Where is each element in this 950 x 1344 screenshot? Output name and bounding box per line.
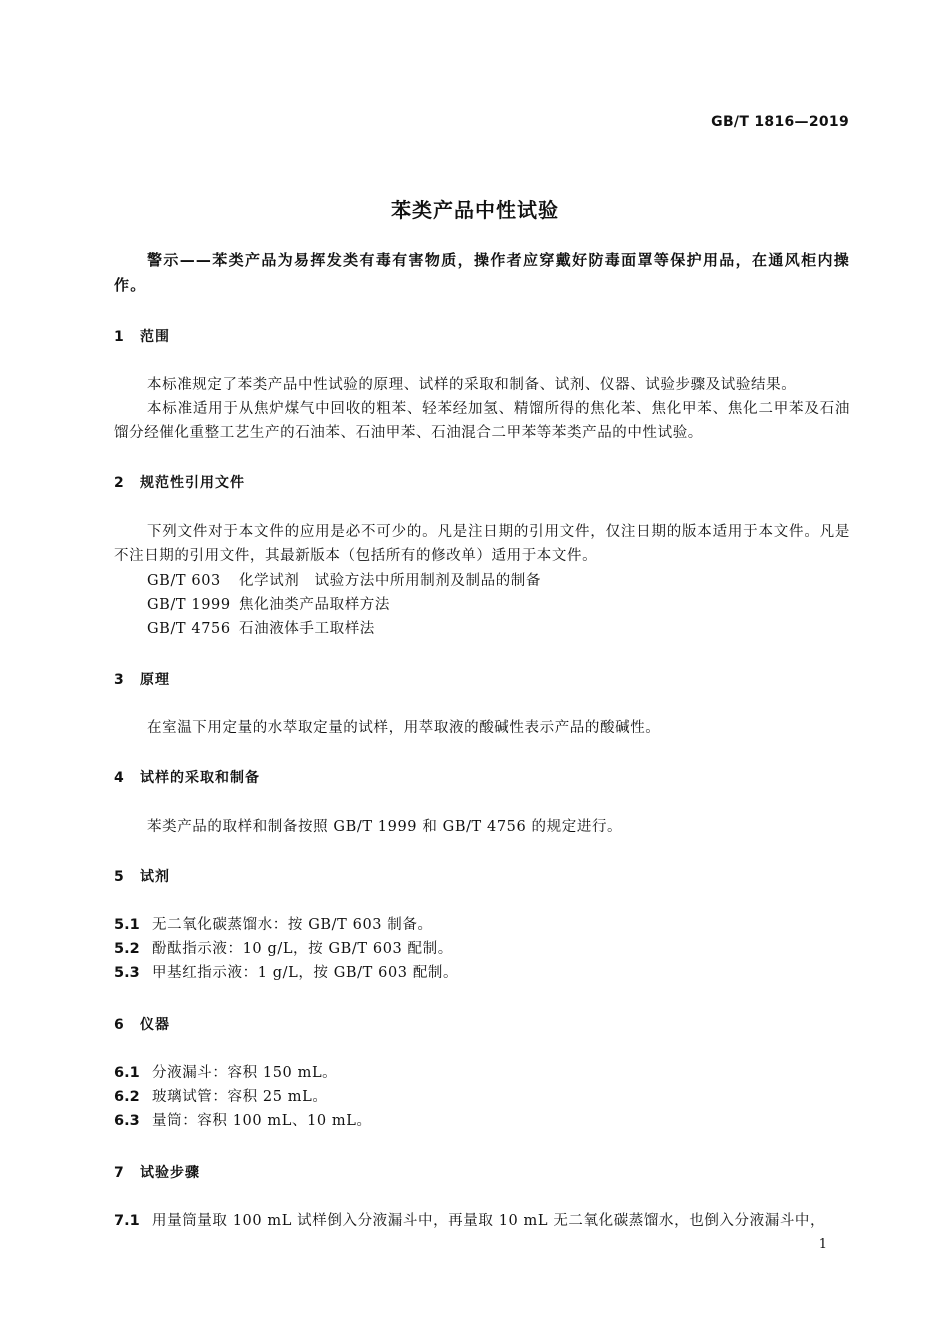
reagent-item: [114, 937, 453, 961]
principle-paragraph: 在室温下用定量的水萃取定量的试样，用萃取液的酸碱性表示产品的酸碱性。: [147, 720, 661, 736]
reference-title: 石油液体手工取样法: [239, 621, 375, 637]
clause-text: 用量筒量取 100 mL 试样倒入分液漏斗中，再量取 10 mL 无二氧化碳蒸馏水，也倒入分液漏斗中，: [152, 1213, 826, 1229]
reference-item: [147, 593, 390, 617]
clause-number: 5.2: [114, 941, 140, 957]
section-number: 4: [114, 770, 125, 786]
reference-item: [147, 569, 541, 593]
references-intro: 下列文件对于本文件的应用是必不可少的。凡是注日期的引用文件，仅注日期的版本适用于本文件。凡是不注日期的引用文件，其最新版本（包括所有的修改单）适用于本文件。: [114, 524, 850, 564]
section-heading-scope: [114, 326, 170, 346]
scope-paragraph-1: 本标准规定了苯类产品中性试验的原理、试样的采取和制备、试剂、仪器、试验步骤及试验结果。: [147, 377, 797, 393]
section-heading-apparatus: [114, 1014, 170, 1034]
section-title: 仪器: [140, 1017, 170, 1033]
clause-text: 分液漏斗：容积 150 mL。: [152, 1065, 338, 1081]
page-number: 1: [818, 1237, 827, 1252]
section-heading-procedure: [114, 1162, 200, 1182]
clause-number: 5.1: [114, 917, 140, 933]
reference-title: 化学试剂 试验方法中所用制剂及制品的制备: [239, 573, 541, 589]
section-heading-principle: [114, 669, 170, 689]
reference-code: GB/T 603: [147, 573, 221, 589]
apparatus-item: [114, 1085, 327, 1109]
section-number: 1: [114, 329, 125, 345]
procedure-item: [114, 1209, 825, 1233]
sampling-paragraph: 苯类产品的取样和制备按照 GB/T 1999 和 GB/T 4756 的规定进行。: [147, 819, 623, 835]
clause-text: 量筒：容积 100 mL、10 mL。: [152, 1113, 372, 1129]
section-number: 3: [114, 672, 125, 688]
section-number: 6: [114, 1017, 125, 1033]
reference-code: GB/T 1999: [147, 597, 231, 613]
apparatus-item: [114, 1061, 337, 1085]
clause-text: 玻璃试管：容积 25 mL。: [152, 1089, 328, 1105]
apparatus-item: [114, 1109, 372, 1133]
section-title: 原理: [140, 672, 170, 688]
warning-text: 警示——苯类产品为易挥发类有毒有害物质，操作者应穿戴好防毒面罩等保护用品，在通风柜内操作。: [114, 251, 850, 294]
clause-text: 无二氧化碳蒸馏水：按 GB/T 603 制备。: [152, 917, 433, 933]
section-number: 2: [114, 475, 125, 491]
section-title: 范围: [140, 329, 170, 345]
reference-title: 焦化油类产品取样方法: [239, 597, 390, 613]
section-title: 规范性引用文件: [140, 475, 245, 491]
clause-text: 甲基红指示液：1 g/L，按 GB/T 603 配制。: [152, 965, 459, 981]
clause-text: 酚酞指示液：10 g/L，按 GB/T 603 配制。: [152, 941, 453, 957]
standard-code: GB/T 1816—2019: [711, 114, 849, 130]
reference-code: GB/T 4756: [147, 621, 231, 637]
clause-number: 6.2: [114, 1089, 140, 1105]
clause-number: 6.3: [114, 1113, 140, 1129]
section-number: 7: [114, 1165, 125, 1181]
clause-number: 5.3: [114, 965, 140, 981]
reagent-item: [114, 913, 433, 937]
section-number: 5: [114, 869, 125, 885]
section-heading-references: [114, 472, 245, 492]
document-title: 苯类产品中性试验: [391, 198, 559, 222]
reagent-item: [114, 961, 458, 985]
section-heading-reagents: [114, 866, 170, 886]
section-heading-sampling: [114, 767, 260, 787]
scope-paragraph-2: 本标准适用于从焦炉煤气中回收的粗苯、轻苯经加氢、精馏所得的焦化苯、焦化甲苯、焦化二甲苯及石油馏分经催化重整工艺生产的石油苯、石油甲苯、石油混合二甲苯等苯类产品的中性试验。: [114, 401, 850, 441]
section-title: 试剂: [140, 869, 170, 885]
clause-number: 6.1: [114, 1065, 140, 1081]
reference-item: [147, 617, 375, 641]
clause-number: 7.1: [114, 1213, 140, 1229]
section-title: 试样的采取和制备: [140, 770, 260, 786]
section-title: 试验步骤: [140, 1165, 200, 1181]
